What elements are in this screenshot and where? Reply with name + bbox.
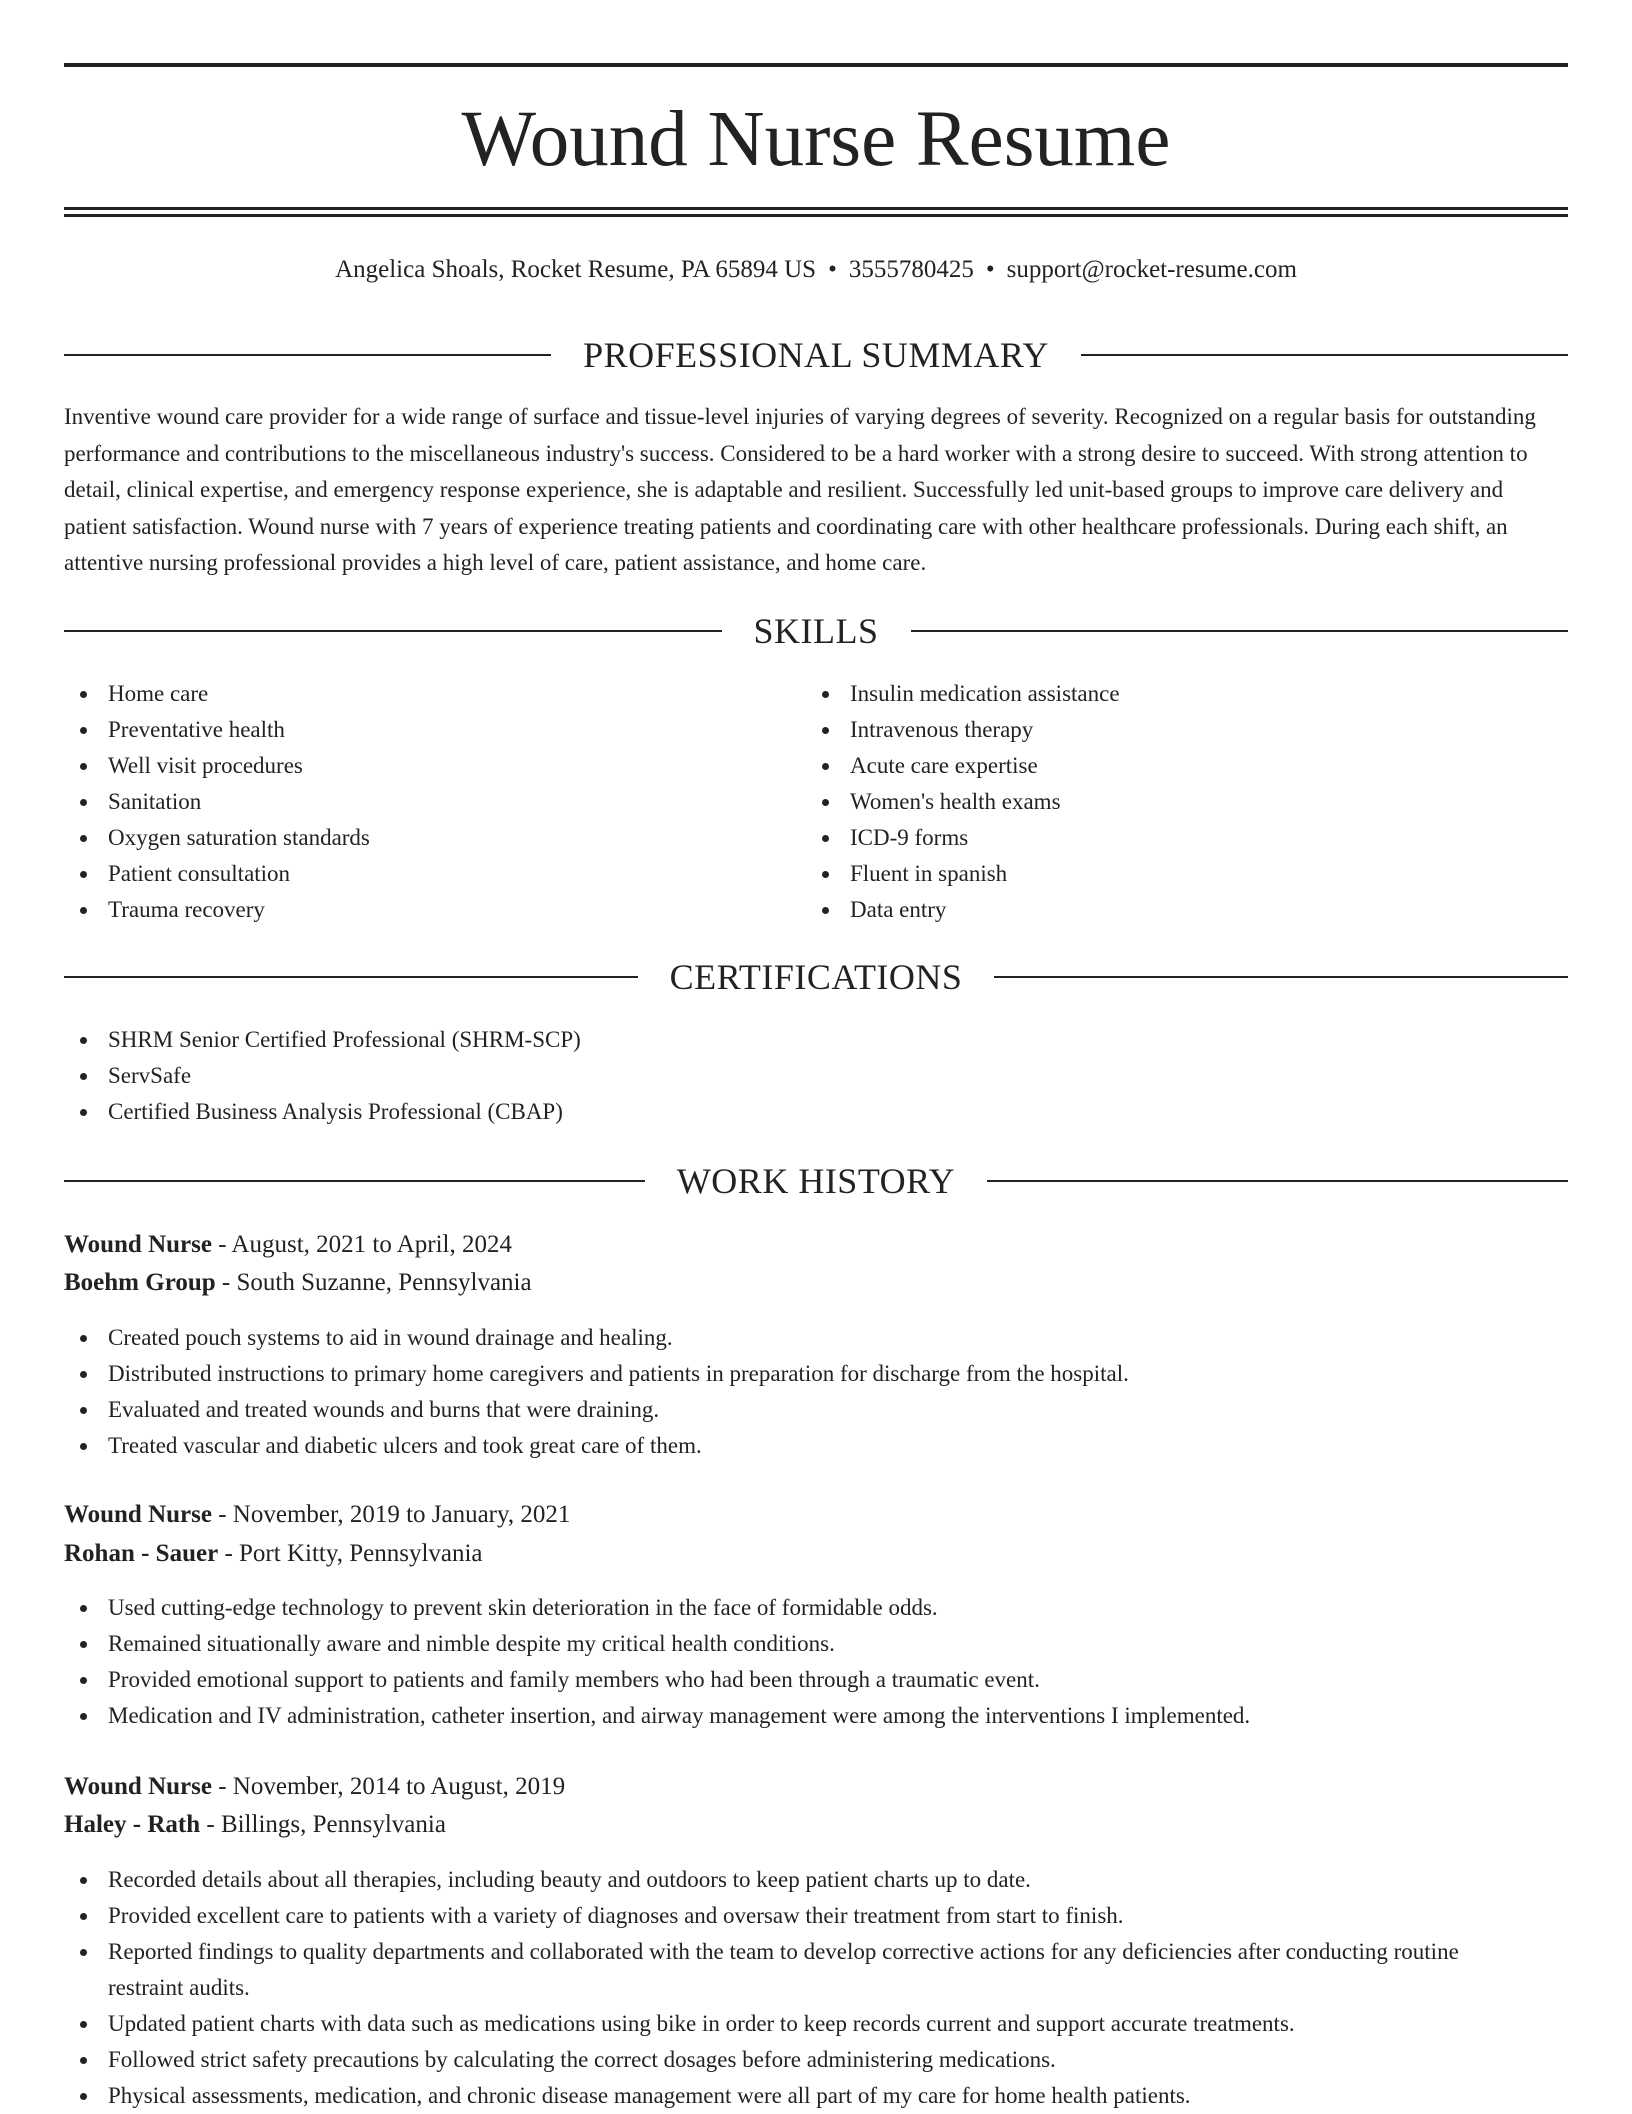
- job-location: Port Kitty, Pennsylvania: [239, 1540, 483, 1567]
- contact-separator: •: [985, 256, 995, 283]
- contact-line: [64, 253, 1568, 287]
- contact-phone: 3555780425: [848, 256, 974, 283]
- job-bullet: Remained situationally aware and nimble despite my critical health conditions.: [64, 1626, 1568, 1662]
- job-dates: November, 2019 to January, 2021: [232, 1501, 571, 1528]
- job-dates: November, 2014 to August, 2019: [232, 1773, 566, 1800]
- skill-item: Patient consultation: [64, 856, 764, 892]
- skill-item: Trauma recovery: [64, 892, 764, 928]
- title-double-rule: [64, 207, 1568, 217]
- job-title: Wound Nurse: [64, 1501, 212, 1528]
- skill-item: Sanitation: [64, 784, 764, 820]
- summary-heading-label: PROFESSIONAL SUMMARY: [583, 335, 1049, 375]
- job-title: Wound Nurse: [64, 1231, 212, 1258]
- contact-email: support@rocket-resume.com: [1006, 256, 1297, 283]
- contact-separator: •: [828, 256, 837, 283]
- certification-item: ServSafe: [64, 1058, 1568, 1094]
- job-bullet: Created pouch systems to aid in wound drainage and healing.: [64, 1320, 1568, 1356]
- job-title-line: Wound Nurse - November, 2014 to August, 2019: [64, 1773, 566, 1800]
- job-company: Rohan - Sauer: [64, 1540, 219, 1567]
- job-bullets: [64, 1590, 1568, 1734]
- job-bullet: Treated vascular and diabetic ulcers and took great care of them.: [64, 1428, 1568, 1464]
- job-bullet: Provided emotional support to patients and family members who had been through a traumatic event.: [64, 1662, 1568, 1698]
- skill-item: Preventative health: [64, 712, 764, 748]
- job-bullet: Evaluated and treated wounds and burns that were draining.: [64, 1392, 1568, 1428]
- skill-item: Data entry: [806, 892, 1506, 928]
- heading-rule: [911, 630, 1569, 632]
- job-bullet: Medication and IV administration, catheter insertion, and airway management were among the interventions I implemented.: [64, 1698, 1568, 1734]
- skill-item: Home care: [64, 676, 764, 712]
- skills-list-right: [806, 676, 1506, 928]
- skills-list-left: [64, 676, 764, 928]
- job-bullet: Used cutting-edge technology to prevent skin deterioration in the face of formidable odds.: [64, 1590, 1568, 1626]
- job-bullet: Recorded details about all therapies, including beauty and outdoors to keep patient charts up to date.: [64, 1862, 1568, 1898]
- job-company-line: Rohan - Sauer - Port Kitty, Pennsylvania: [64, 1540, 483, 1567]
- job-title-line: Wound Nurse - August, 2021 to April, 2024: [64, 1231, 512, 1258]
- skills-heading-label: SKILLS: [753, 611, 879, 651]
- contact-address: Angelica Shoals, Rocket Resume, PA 65894 US: [335, 256, 817, 283]
- heading-rule: [64, 976, 638, 978]
- heading-rule: [64, 630, 722, 632]
- job-bullet: Provided excellent care to patients with a variety of diagnoses and oversaw their treatment from start to finish.: [64, 1898, 1568, 1934]
- job-company-line: Haley - Rath - Billings, Pennsylvania: [64, 1811, 446, 1838]
- job-bullet: Updated patient charts with data such as medications using bike in order to keep records current and support accurate treatments.: [64, 2006, 1568, 2042]
- job-location: Billings, Pennsylvania: [220, 1811, 446, 1838]
- job-bullet: Followed strict safety precautions by calculating the correct dosages before administering medications.: [64, 2042, 1568, 2078]
- top-rule: [64, 63, 1568, 67]
- certifications-heading: [64, 957, 1568, 997]
- job-company-line: Boehm Group - South Suzanne, Pennsylvania: [64, 1269, 532, 1296]
- job-title: Wound Nurse: [64, 1773, 212, 1800]
- certification-item: Certified Business Analysis Professional (CBAP): [64, 1094, 1568, 1130]
- skill-item: Intravenous therapy: [806, 712, 1506, 748]
- skill-item: Well visit procedures: [64, 748, 764, 784]
- job-company: Boehm Group: [64, 1269, 216, 1296]
- summary-heading: [64, 335, 1568, 375]
- heading-rule: [64, 1180, 645, 1182]
- certifications-list: [64, 1022, 1568, 1130]
- heading-rule: [64, 354, 551, 356]
- skill-item: Women's health exams: [806, 784, 1506, 820]
- heading-rule: [987, 1180, 1568, 1182]
- work-history-heading: [64, 1161, 1568, 1201]
- job-bullet: Distributed instructions to primary home caregivers and patients in preparation for discharge from the hospital.: [64, 1356, 1568, 1392]
- skill-item: ICD-9 forms: [806, 820, 1506, 856]
- job-bullets: [64, 1862, 1568, 2114]
- certifications-heading-label: CERTIFICATIONS: [669, 957, 963, 997]
- job-bullet: Reported findings to quality departments and collaborated with the team to develop corrective actions for any deficiencies after conducting routine restraint audits.: [64, 1934, 1568, 2006]
- skill-item: Insulin medication assistance: [806, 676, 1506, 712]
- job-company: Haley - Rath: [64, 1811, 201, 1838]
- skills-heading: [64, 611, 1568, 651]
- job-dates: August, 2021 to April, 2024: [231, 1231, 512, 1258]
- skill-item: Acute care expertise: [806, 748, 1506, 784]
- job-bullets: [64, 1320, 1568, 1464]
- summary-text: Inventive wound care provider for a wide range of surface and tissue-level injuries of varying degrees of severity. Recognized on a regular basis for outstanding performance and contributions to the miscellaneous industry's success. Considered to be a hard worker with a strong desire to succeed. With strong attention to detail, clinical expertise, and emergency response experience, she is adaptable and resilient. Successfully led unit-based groups to improve care delivery and patient satisfaction. Wound nurse with 7 years of experience treating patients and coordinating care with other healthcare professionals. During each shift, an attentive nursing professional provides a high level of care, patient assistance, and home care.: [64, 404, 1536, 575]
- job-location: South Suzanne, Pennsylvania: [236, 1269, 532, 1296]
- heading-rule: [1081, 354, 1568, 356]
- skill-item: Oxygen saturation standards: [64, 820, 764, 856]
- heading-rule: [994, 976, 1568, 978]
- skill-item: Fluent in spanish: [806, 856, 1506, 892]
- certification-item: SHRM Senior Certified Professional (SHRM-SCP): [64, 1022, 1568, 1058]
- resume-title: Wound Nurse Resume: [461, 96, 1171, 183]
- work-history-heading-label: WORK HISTORY: [676, 1161, 956, 1201]
- job-title-line: Wound Nurse - November, 2019 to January, 2021: [64, 1501, 571, 1528]
- job-bullet: Physical assessments, medication, and chronic disease management were all part of my care for home health patients.: [64, 2078, 1568, 2114]
